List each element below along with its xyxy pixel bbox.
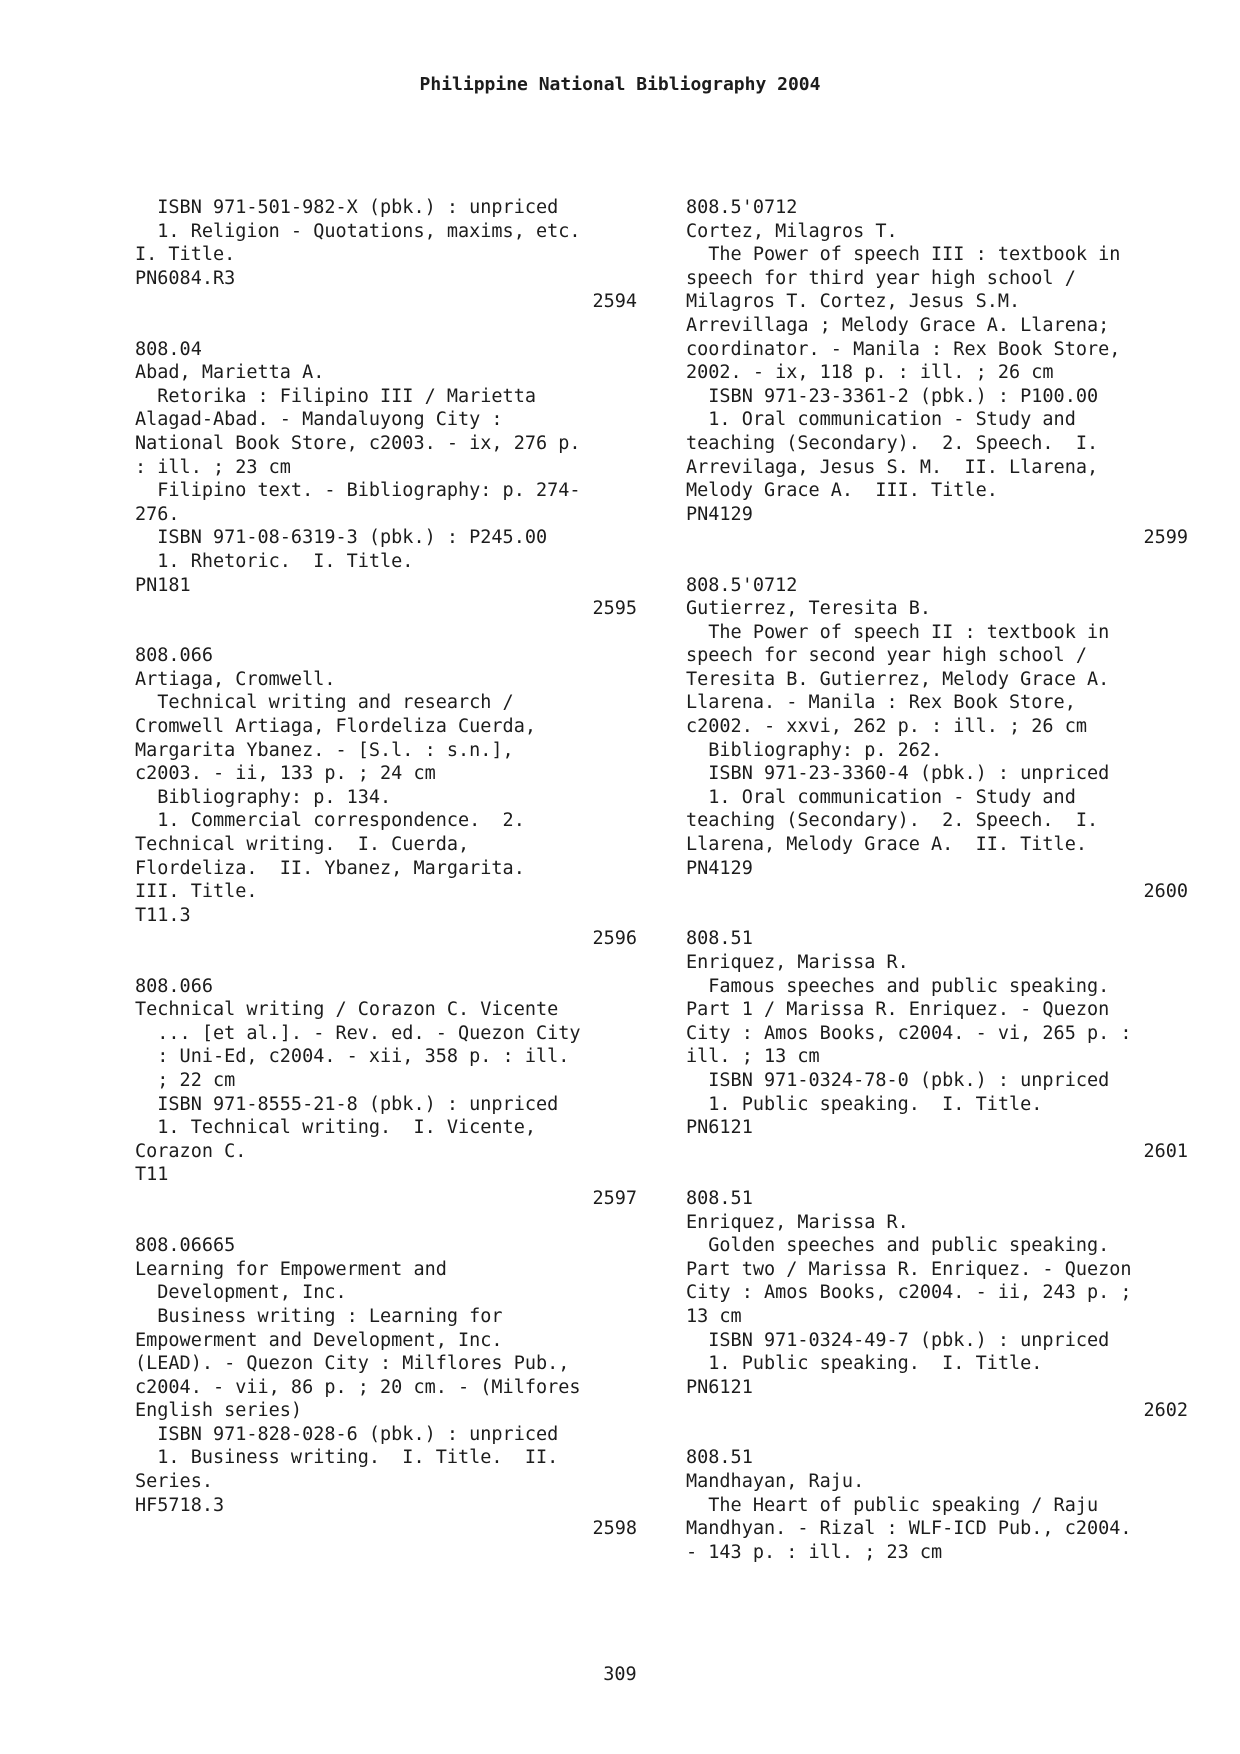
entry-line: 808.5'0712 <box>686 574 798 596</box>
entry-line: National Book Store, c2003. - ix, 276 p. <box>135 432 581 454</box>
entry-line: T11.3 <box>135 904 191 926</box>
entry-line: Milagros T. Cortez, Jesus S.M. <box>686 291 1021 313</box>
entry-line: City : Amos Books, c2004. - vi, 265 p. : <box>686 1022 1132 1044</box>
entry-line: 13 cm <box>686 1305 742 1327</box>
entry-line: Series. <box>135 1471 213 1493</box>
entry-line: City : Amos Books, c2004. - ii, 243 p. ; <box>686 1282 1132 1304</box>
bibliography-entry <box>135 644 637 951</box>
entry-line: Alagad-Abad. - Mandaluyong City : <box>135 409 503 431</box>
entry-line: 276. <box>135 503 180 525</box>
entry-line: Golden speeches and public speaking. <box>686 1235 1110 1257</box>
bibliography-entry <box>686 196 1188 550</box>
entry-number: 2596 <box>592 928 637 950</box>
page-number: 309 <box>603 1664 637 1685</box>
entry-line: Enriquez, Marissa R. <box>686 1211 909 1233</box>
entry-line: 808.5'0712 <box>686 197 798 218</box>
bibliography-entry <box>135 196 637 314</box>
entry-line: Cromwell Artiaga, Flordeliza Cuerda, <box>135 716 536 738</box>
entry-number: 2601 <box>1143 1140 1188 1162</box>
entry-line: ISBN 971-08-6319-3 (pbk.) : P245.00 <box>135 527 548 549</box>
entry-line: 1. Oral communication - Study and <box>686 786 1076 808</box>
entry-line: Part two / Marissa R. Enriquez. - Quezon <box>686 1258 1132 1280</box>
entry-line: 1. Public speaking. I. Title. <box>686 1093 1043 1115</box>
entry-line: English series) <box>135 1400 303 1422</box>
bibliography-entry <box>686 1446 1188 1564</box>
entry-number: 2594 <box>592 291 637 313</box>
entry-line: 2002. - ix, 118 p. : ill. ; 26 cm <box>686 362 1054 384</box>
entry-line: Llarena. - Manila : Rex Book Store, <box>686 692 1076 714</box>
entry-line: 808.51 <box>686 1447 753 1469</box>
entry-line: Corazon C. <box>135 1140 247 1162</box>
entry-line: ISBN 971-23-3360-4 (pbk.) : unpriced <box>686 763 1110 785</box>
entry-line: 808.04 <box>135 338 202 360</box>
entry-line: Flordeliza. II. Ybanez, Margarita. <box>135 857 525 879</box>
entry-spacer <box>135 951 637 975</box>
bibliography-entry <box>135 338 637 621</box>
entry-number: 2600 <box>1143 881 1188 903</box>
entry-line: Artiaga, Cromwell. <box>135 668 336 690</box>
entry-line: PN4129 <box>686 857 753 879</box>
entry-line: PN4129 <box>686 503 753 525</box>
entry-line: 808.066 <box>135 975 213 997</box>
bibliography-entry <box>135 1234 637 1541</box>
entry-line: Part 1 / Marissa R. Enriquez. - Quezon <box>686 999 1110 1021</box>
entry-line: ... [et al.]. - Rev. ed. - Quezon City <box>135 1022 581 1044</box>
entry-number: 2598 <box>592 1518 637 1540</box>
entry-spacer <box>686 904 1188 928</box>
entry-spacer <box>135 314 637 338</box>
entry-line: Famous speeches and public speaking. <box>686 975 1110 997</box>
right-column <box>686 196 1188 1564</box>
entry-line: Development, Inc. <box>135 1282 347 1304</box>
entry-line: 1. Religion - Quotations, maxims, etc. <box>135 220 581 242</box>
entry-line: ISBN 971-828-028-6 (pbk.) : unpriced <box>135 1423 559 1445</box>
bibliography-entry <box>686 574 1188 904</box>
entry-line: : ill. ; 23 cm <box>135 456 291 478</box>
entry-line: Abad, Marietta A. <box>135 362 325 384</box>
entry-spacer <box>686 1163 1188 1187</box>
entry-line: Empowerment and Development, Inc. <box>135 1329 503 1351</box>
entry-line: ISBN 971-23-3361-2 (pbk.) : P100.00 <box>686 385 1099 407</box>
bibliography-entry <box>135 975 637 1211</box>
entry-line: Gutierrez, Teresita B. <box>686 598 932 620</box>
entry-line: 1. Commercial correspondence. 2. <box>135 810 525 832</box>
entry-line: 808.51 <box>686 1187 753 1209</box>
entry-number: 2595 <box>592 598 637 620</box>
entry-line: ISBN 971-8555-21-8 (pbk.) : unpriced <box>135 1093 559 1115</box>
entry-line: PN6121 <box>686 1376 753 1398</box>
entry-line: T11 <box>135 1164 169 1186</box>
entry-line: I. Title. <box>135 244 236 266</box>
entry-line: PN181 <box>135 574 191 596</box>
entry-line: III. Title. <box>135 881 258 903</box>
entry-line: Mandhyan. - Rizal : WLF-ICD Pub., c2004. <box>686 1518 1132 1540</box>
entry-line: Retorika : Filipino III / Marietta <box>135 385 536 407</box>
entry-spacer <box>686 550 1188 574</box>
entry-line: ISBN 971-0324-78-0 (pbk.) : unpriced <box>686 1069 1110 1091</box>
entry-line: ISBN 971-501-982-X (pbk.) : unpriced <box>135 197 559 218</box>
page-header-title: Philippine National Bibliography 2004 <box>419 74 821 95</box>
entry-number: 2599 <box>1143 527 1188 549</box>
entry-line: coordinator. - Manila : Rex Book Store, <box>686 338 1121 360</box>
entry-line: 1. Oral communication - Study and <box>686 409 1076 431</box>
left-column <box>135 196 637 1541</box>
entry-line: 808.066 <box>135 645 213 667</box>
entry-line: 808.06665 <box>135 1235 236 1257</box>
entry-line: Margarita Ybanez. - [S.l. : s.n.], <box>135 739 514 761</box>
entry-line: Cortez, Milagros T. <box>686 220 898 242</box>
entry-line: speech for second year high school / <box>686 645 1087 667</box>
entry-number: 2597 <box>592 1187 637 1209</box>
entry-line: 1. Rhetoric. I. Title. <box>135 550 414 572</box>
entry-line: Llarena, Melody Grace A. II. Title. <box>686 834 1087 856</box>
entry-spacer <box>135 1211 637 1235</box>
entry-line: Bibliography: p. 134. <box>135 786 392 808</box>
entry-line: The Heart of public speaking / Raju <box>686 1494 1099 1516</box>
entry-line: ISBN 971-0324-49-7 (pbk.) : unpriced <box>686 1329 1110 1351</box>
entry-line: 1. Public speaking. I. Title. <box>686 1353 1043 1375</box>
entry-line: teaching (Secondary). 2. Speech. I. <box>686 432 1099 454</box>
entry-line: c2003. - ii, 133 p. ; 24 cm <box>135 763 436 785</box>
entry-line: speech for third year high school / <box>686 267 1076 289</box>
entry-line: ; 22 cm <box>135 1069 236 1091</box>
entry-line: Arrevillaga ; Melody Grace A. Llarena; <box>686 314 1110 336</box>
entry-line: Teresita B. Gutierrez, Melody Grace A. <box>686 668 1110 690</box>
entry-line: Technical writing / Corazon C. Vicente <box>135 999 559 1021</box>
bibliography-entry <box>686 927 1188 1163</box>
entry-line: Business writing : Learning for <box>135 1305 503 1327</box>
entry-line: Filipino text. - Bibliography: p. 274- <box>135 480 581 502</box>
entry-line: Enriquez, Marissa R. <box>686 952 909 973</box>
entry-line: Technical writing. I. Cuerda, <box>135 834 470 856</box>
entry-spacer <box>135 621 637 645</box>
bibliography-entry <box>686 1187 1188 1423</box>
entry-line: - 143 p. : ill. ; 23 cm <box>686 1541 943 1563</box>
entry-line: c2002. - xxvi, 262 p. : ill. ; 26 cm <box>686 716 1087 738</box>
entry-line: c2004. - vii, 86 p. ; 20 cm. - (Milfores <box>135 1376 581 1398</box>
entry-line: HF5718.3 <box>135 1494 225 1516</box>
entry-line: Bibliography: p. 262. <box>686 739 943 761</box>
entry-line: Learning for Empowerment and <box>135 1258 447 1280</box>
entry-line: (LEAD). - Quezon City : Milflores Pub., <box>135 1353 570 1375</box>
entry-line: : Uni-Ed, c2004. - xii, 358 p. : ill. <box>135 1046 570 1068</box>
entry-spacer <box>686 1423 1188 1447</box>
entry-line: 1. Technical writing. I. Vicente, <box>135 1117 536 1139</box>
entry-line: PN6121 <box>686 1117 753 1139</box>
entry-line: 1. Business writing. I. Title. II. <box>135 1447 559 1469</box>
entry-line: The Power of speech III : textbook in <box>686 244 1121 266</box>
entry-line: The Power of speech II : textbook in <box>686 621 1110 643</box>
entry-line: teaching (Secondary). 2. Speech. I. <box>686 810 1099 832</box>
entry-line: 808.51 <box>686 928 753 950</box>
entry-line: PN6084.R3 <box>135 267 236 289</box>
entry-line: Technical writing and research / <box>135 692 514 714</box>
entry-line: Mandhayan, Raju. <box>686 1471 865 1493</box>
entry-line: Arrevilaga, Jesus S. M. II. Llarena, <box>686 456 1099 478</box>
entry-number: 2602 <box>1143 1400 1188 1422</box>
entry-line: Melody Grace A. III. Title. <box>686 480 998 502</box>
entry-line: ill. ; 13 cm <box>686 1046 820 1068</box>
